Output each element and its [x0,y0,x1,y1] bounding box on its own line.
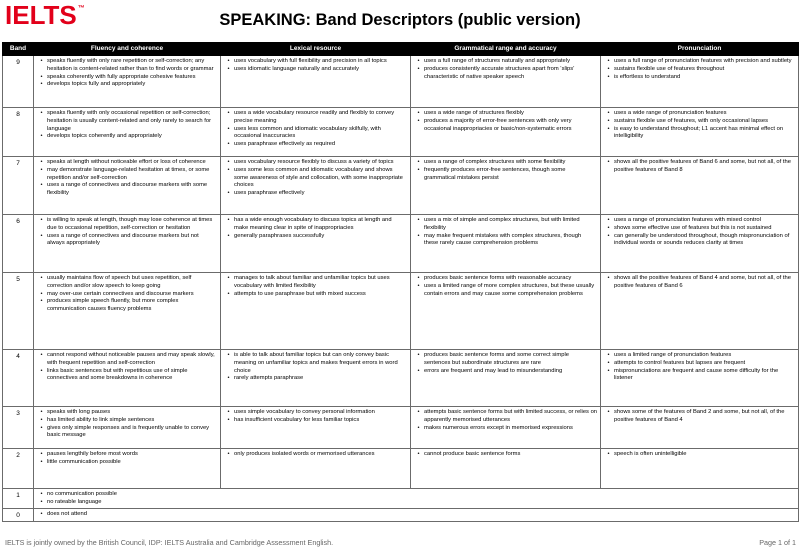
descriptor-item: • may make frequent mistakes with complex structures, though these rarely cause comprehension problems [424,233,597,249]
descriptor-list [223,451,407,459]
descriptor-item: • produces consistently accurate structures apart from ‘slips’ characteristic of native speaker speech [424,66,597,82]
descriptor-list [36,159,217,198]
descriptor-item: • uses a wide range of structures flexibly [424,110,597,118]
band-row [3,509,799,522]
header-lexical: Lexical resource [221,43,411,56]
descriptor-item: • usually maintains flow of speech but uses repetition, self correction and/or slow speech to keep going [47,275,217,291]
descriptor-list [413,352,597,375]
descriptor-list [36,58,217,89]
descriptor-list [36,217,217,248]
trademark-symbol: ™ [77,5,85,12]
descriptor-item: • errors are frequent and may lead to misunderstanding [424,368,597,376]
descriptor-item: • sustains flexible use of features throughout [614,66,795,74]
descriptor-item: • cannot produce basic sentence forms [424,451,597,459]
descriptor-list [36,409,217,440]
descriptor-item: • gives only simple responses and is frequently unable to convey basic message [47,425,217,441]
descriptor-item: • speaks at length without noticeable effort or loss of coherence [47,159,217,167]
band-row [3,350,799,407]
fluency-cell [34,215,221,273]
descriptor-item: • uses a range of complex structures with some flexibility [424,159,597,167]
lexical-cell [221,108,411,157]
descriptor-item: • attempts to control features but lapses are frequent [614,360,795,368]
descriptor-item: • frequently produces error-free sentences, though some grammatical mistakes persist [424,167,597,183]
descriptor-item: • rarely attempts paraphrase [234,375,407,383]
descriptor-list [36,110,217,141]
pronunciation-cell [601,56,799,108]
band-row [3,407,799,449]
descriptor-item: • speaks fluently with only occasional repetition or self-correction; hesitation is usually content-related and only rarely to search for language [47,110,217,133]
pronunciation-cell [601,407,799,449]
descriptor-item: • shows all the positive features of Band 6 and some, but not all, of the positive features of Band 8 [614,159,795,175]
descriptor-item: • uses paraphrase effectively as required [234,141,407,149]
descriptor-item: • produces basic sentence forms and some correct simple sentences but subordinate structures are rare [424,352,597,368]
band-row [3,215,799,273]
descriptor-item: • uses a range of pronunciation features with mixed control [614,217,795,225]
band-row [3,56,799,108]
band-descriptors-table [2,42,799,522]
descriptor-item: • generally paraphrases successfully [234,233,407,241]
descriptor-item: • sustains flexible use of features, with only occasional lapses [614,118,795,126]
descriptor-list [413,409,597,432]
descriptor-list [603,110,795,141]
descriptor-item: • produces simple speech fluently, but more complex communication causes fluency problems [47,298,217,314]
descriptor-list [413,58,597,81]
band-row [3,449,799,489]
grammar-cell [411,350,601,407]
descriptor-item: • no rateable language [47,499,795,507]
descriptor-list [36,511,795,519]
band-score: 7 [3,157,34,215]
descriptor-list [223,409,407,425]
descriptor-list [603,217,795,248]
descriptor-item: • is willing to speak at length, though may lose coherence at times due to occasional repetition, self-correction or hesitation [47,217,217,233]
descriptor-item: • cannot respond without noticeable pauses and may speak slowly, with frequent repetition and self-correction [47,352,217,368]
descriptor-item: • uses vocabulary resource flexibly to discuss a variety of topics [234,159,407,167]
descriptor-list [36,275,217,314]
descriptor-item: • only produces isolated words or memorised utterances [234,451,407,459]
pronunciation-cell [601,273,799,350]
header-grammar: Grammatical range and accuracy [411,43,601,56]
lexical-cell [221,350,411,407]
band-row [3,489,799,509]
descriptor-item: • pauses lengthily before most words [47,451,217,459]
fluency-cell [34,273,221,350]
band-score: 6 [3,215,34,273]
grammar-cell [411,407,601,449]
pronunciation-cell [601,449,799,489]
descriptor-item: • produces a majority of error-free sentences with only very occasional inappropriacies or basic/non-systematic errors [424,118,597,134]
descriptor-item: • speaks coherently with fully appropriate cohesive features [47,74,217,82]
descriptor-item: • attempts to use paraphrase but with mixed success [234,291,407,299]
descriptor-item: • uses a mix of simple and complex structures, but with limited flexibility [424,217,597,233]
descriptor-list [413,451,597,459]
descriptor-list [413,275,597,298]
ielts-logo-text: IELTS [5,0,77,30]
fluency-cell [34,56,221,108]
descriptor-item: • has limited ability to link simple sentences [47,417,217,425]
header-fluency: Fluency and coherence [34,43,221,56]
lexical-cell [221,407,411,449]
grammar-cell [411,273,601,350]
table-body [3,56,799,522]
descriptor-list [603,409,795,425]
descriptor-item: • produces basic sentence forms with reasonable accuracy [424,275,597,283]
band-score: 3 [3,407,34,449]
header-row [3,43,799,56]
descriptor-item: • may over-use certain connectives and discourse markers [47,291,217,299]
descriptor-item: • manages to talk about familiar and unfamiliar topics but uses vocabulary with limited flexibility [234,275,407,291]
descriptor-item: • uses less common and idiomatic vocabulary skilfully, with occasional inaccuracies [234,126,407,142]
descriptor-item: • has insufficient vocabulary for less familiar topics [234,417,407,425]
header-pronunciation: Pronunciation [601,43,799,56]
descriptor-item: • develops topics coherently and appropriately [47,133,217,141]
descriptor-list [36,491,795,507]
descriptor-item: • makes numerous errors except in memorised expressions [424,425,597,433]
descriptor-item: • is able to talk about familiar topics but can only convey basic meaning on unfamiliar topics and makes frequent errors in word choice [234,352,407,375]
descriptor-list [223,217,407,240]
fluency-cell [34,350,221,407]
descriptor-item: • uses a full range of pronunciation features with precision and subtlety [614,58,795,66]
lexical-cell [221,157,411,215]
band-row [3,157,799,215]
descriptor-list [603,275,795,291]
fluency-cell [34,108,221,157]
descriptor-item: • uses a limited range of pronunciation features [614,352,795,360]
descriptor-item: • uses a full range of structures naturally and appropriately [424,58,597,66]
grammar-cell [411,56,601,108]
descriptor-item: • uses simple vocabulary to convey personal information [234,409,407,417]
lexical-cell [221,56,411,108]
descriptor-item: • uses a wide range of pronunciation features [614,110,795,118]
grammar-cell [411,449,601,489]
descriptor-item: • speaks with long pauses [47,409,217,417]
descriptor-item: • speaks fluently with only rare repetition or self-correction; any hesitation is content-related rather than to find words or grammar [47,58,217,74]
descriptor-list [413,217,597,248]
descriptor-item: • can generally be understood throughout, though mispronunciation of individual words or sounds reduces clarity at times [614,233,795,249]
descriptor-list [603,58,795,81]
pronunciation-cell [601,108,799,157]
lexical-cell [221,273,411,350]
pronunciation-cell [601,157,799,215]
descriptor-item: • uses a limited range of more complex structures, but these usually contain errors and may cause some comprehension problems [424,283,597,299]
descriptor-item: • has a wide enough vocabulary to discuss topics at length and make meaning clear in spite of inappropriacies [234,217,407,233]
descriptor-list [36,352,217,383]
lexical-cell [221,215,411,273]
grammar-cell [411,157,601,215]
descriptor-item: • is effortless to understand [614,74,795,82]
descriptor-item: • uses paraphrase effectively [234,190,407,198]
descriptor-list [413,110,597,133]
band-score: 9 [3,56,34,108]
grammar-cell [411,215,601,273]
descriptor-item: • uses idiomatic language naturally and accurately [234,66,407,74]
table-header [3,43,799,56]
band-score: 1 [3,489,34,509]
descriptor-item: • develops topics fully and appropriately [47,81,217,89]
header-band: Band [3,43,34,56]
descriptor-item: • shows all the positive features of Band 4 and some, but not all, of the positive features of Band 6 [614,275,795,291]
band-score: 2 [3,449,34,489]
band-score: 0 [3,509,34,522]
descriptor-item: • shows some of the features of Band 2 and some, but not all, of the positive features of Band 4 [614,409,795,425]
descriptor-list [223,352,407,383]
fluency-cell [34,157,221,215]
descriptor-list [603,352,795,383]
pronunciation-cell [601,350,799,407]
descriptor-item: • mispronunciations are frequent and cause some difficulty for the listener [614,368,795,384]
band-score: 4 [3,350,34,407]
descriptor-list [413,159,597,182]
descriptor-list [223,275,407,298]
descriptor-item: • is easy to understand throughout; L1 accent has minimal effect on intelligibility [614,126,795,142]
band-row [3,273,799,350]
descriptor-item: • uses vocabulary with full flexibility and precision in all topics [234,58,407,66]
page-title: SPEAKING: Band Descriptors (public version) [219,11,581,29]
descriptor-item: • may demonstrate language-related hesitation at times, or some repetition and/or self-correction [47,167,217,183]
pronunciation-cell [601,215,799,273]
band-score: 8 [3,108,34,157]
descriptor-list [223,159,407,198]
lexical-cell [221,449,411,489]
descriptor-item: • uses a wide vocabulary resource readily and flexibly to convey precise meaning [234,110,407,126]
descriptor-item: • shows some effective use of features but this is not sustained [614,225,795,233]
descriptor-item: • does not attend [47,511,795,519]
all-criteria-cell [34,489,799,509]
fluency-cell [34,407,221,449]
grammar-cell [411,108,601,157]
descriptor-list [603,159,795,175]
descriptor-list [36,451,217,467]
descriptor-list [223,58,407,74]
descriptor-item: • speech is often unintelligible [614,451,795,459]
all-criteria-cell [34,509,799,522]
band-row [3,108,799,157]
page-indicator: Page 1 of 1 [759,538,796,547]
band-score: 5 [3,273,34,350]
descriptor-item: • little communication possible [47,459,217,467]
descriptor-list [603,451,795,459]
fluency-cell [34,449,221,489]
ownership-note: IELTS is jointly owned by the British Council, IDP: IELTS Australia and Cambridge Assessment English. [5,538,334,547]
descriptor-item: • uses a range of connectives and discourse markers with some flexibility [47,182,217,198]
descriptor-item: • uses a range of connectives and discourse markers but not always appropriately [47,233,217,249]
descriptor-list [223,110,407,149]
descriptor-item: • no communication possible [47,491,795,499]
descriptor-item: • uses some less common and idiomatic vocabulary and shows some awareness of style and collocation, with some inappropriate choices [234,167,407,190]
descriptor-item: • links basic sentences but with repetitious use of simple connectives and some breakdowns in coherence [47,368,217,384]
descriptor-item: • attempts basic sentence forms but with limited success, or relies on apparently memorised utterances [424,409,597,425]
